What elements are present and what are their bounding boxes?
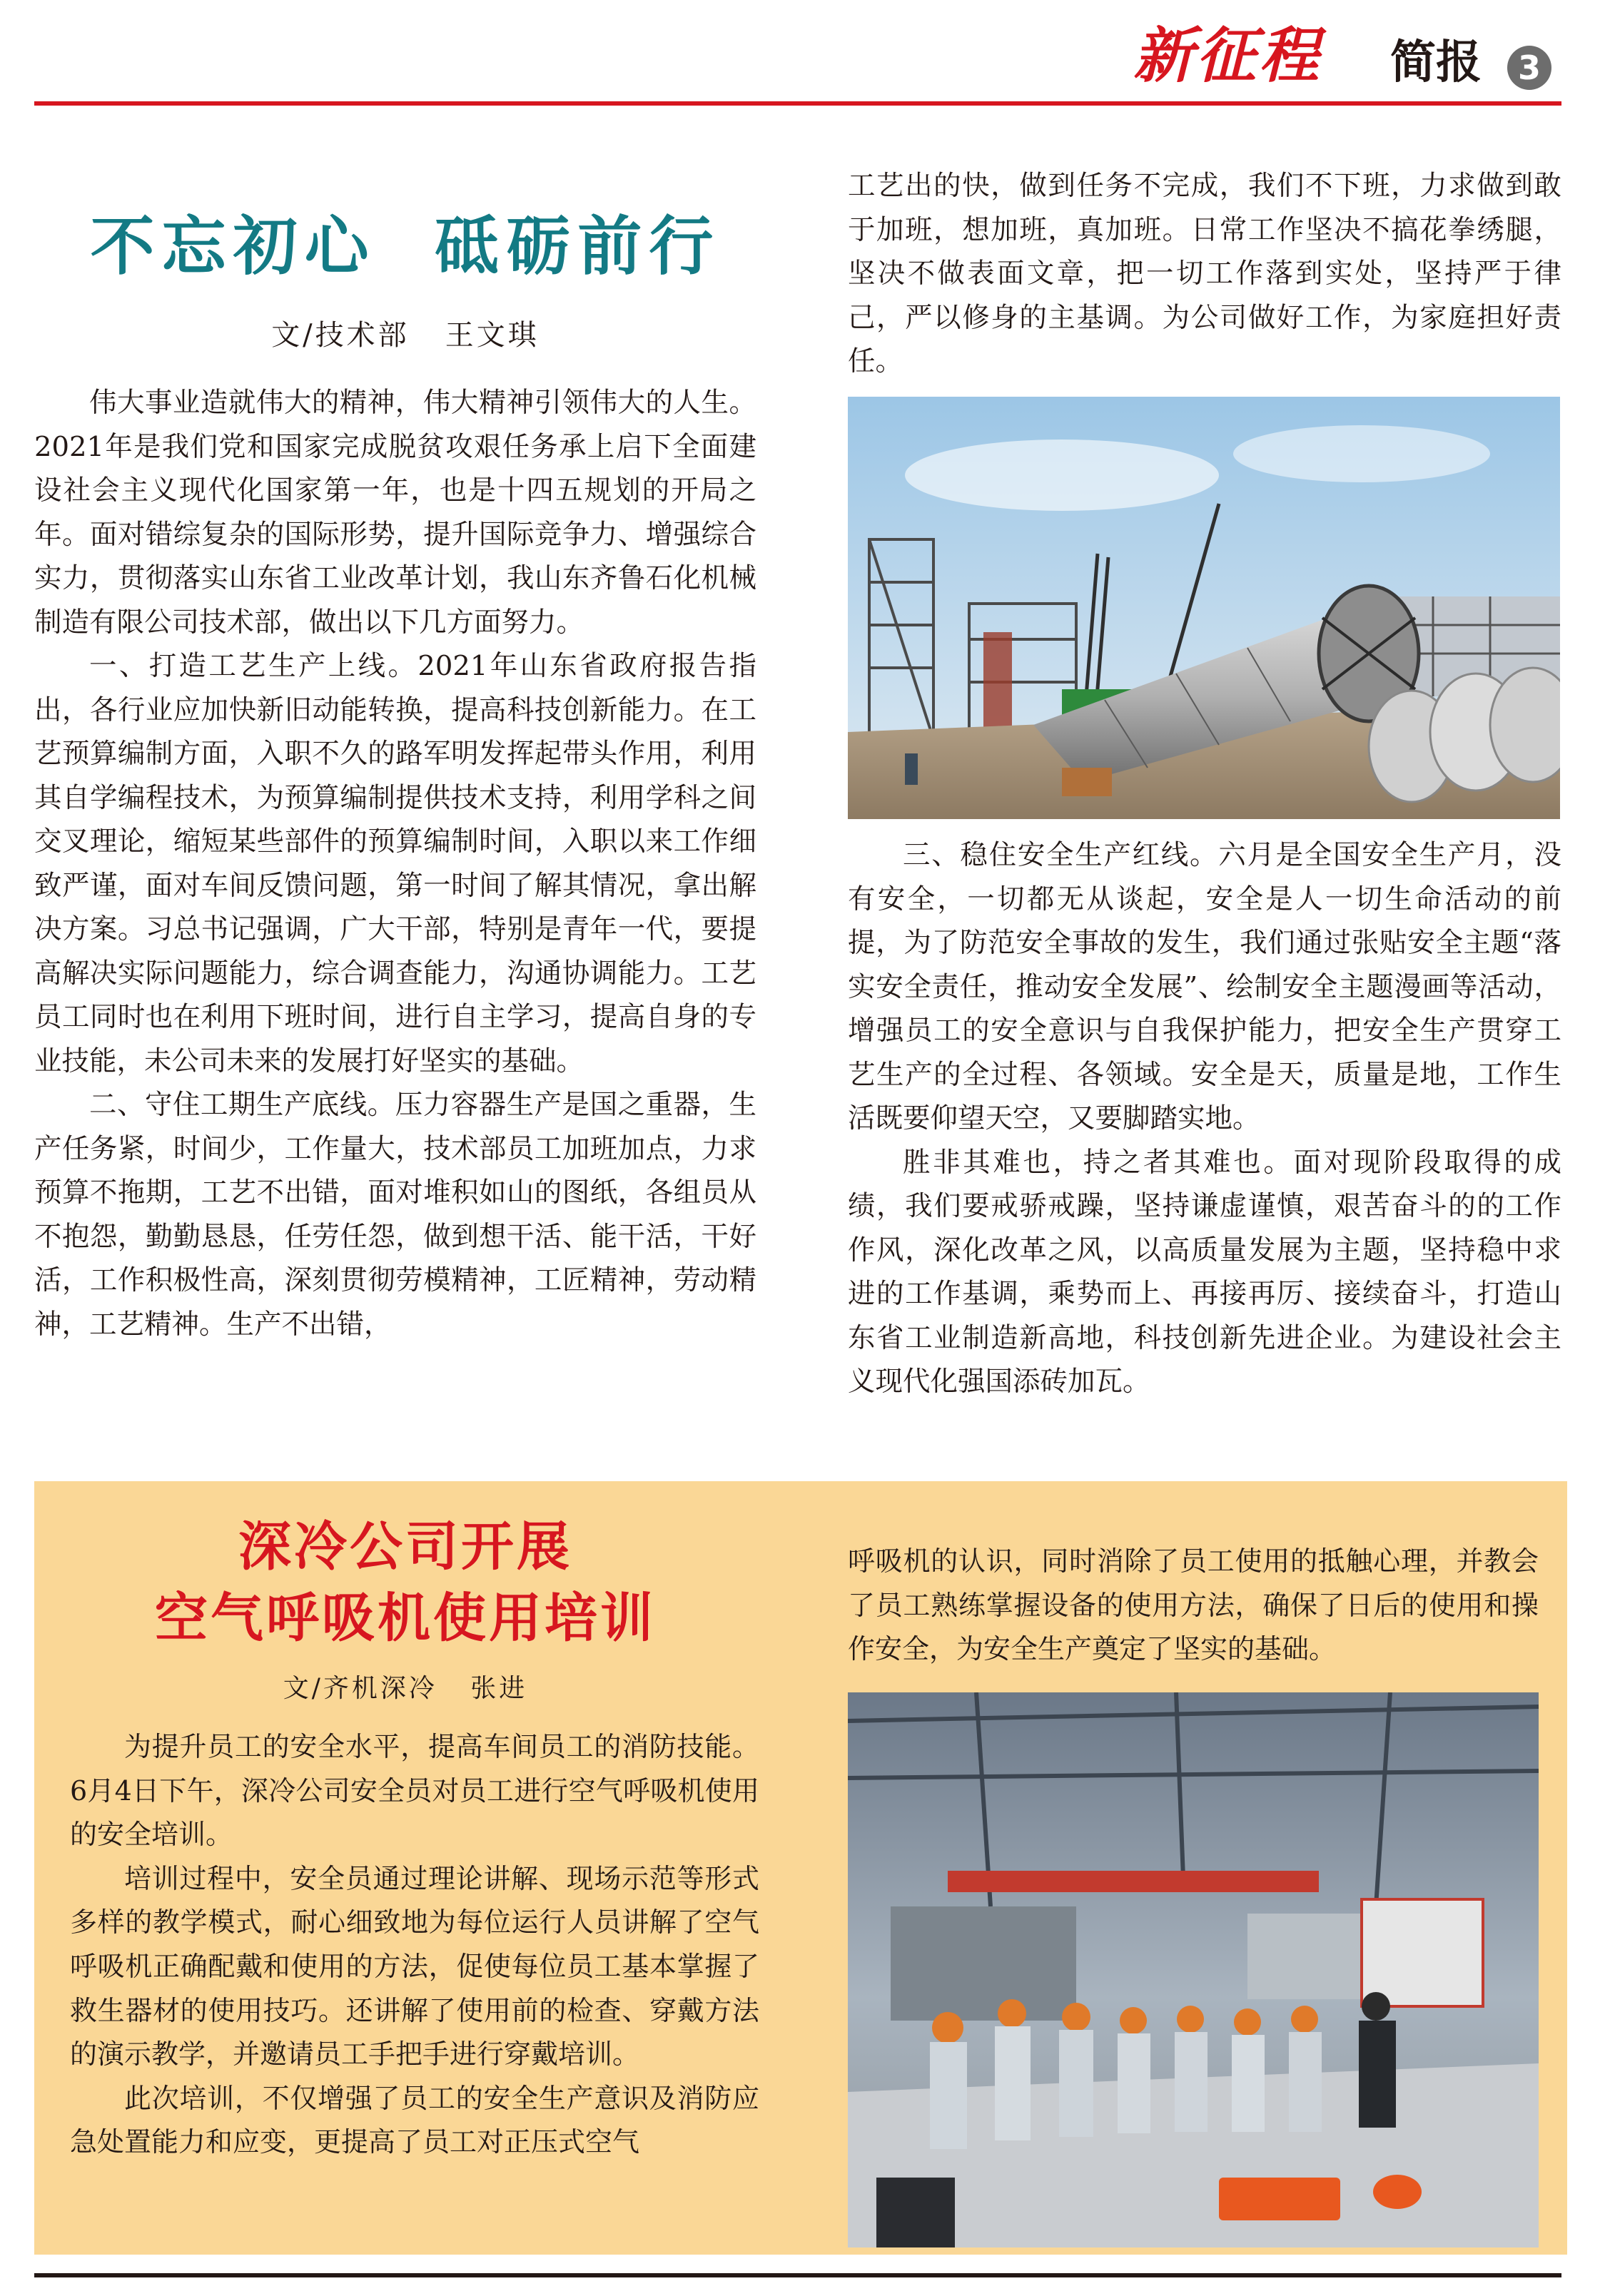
article1-paragraph-continued: 工艺出的快，做到任务不完成，我们不下班，力求做到敢于加班，想加班，真加班。日常工作坚决不搞花拳绣腿，坚决不做表面文章，把一切工作落到实处，坚持严于律己，严以修身的主基调。为公司做好工作，为家庭担好责任。 [848, 170, 1561, 377]
masthead-logo: 新征程 [1133, 20, 1322, 91]
article1-paragraph: 伟大事业造就伟大的精神，伟大精神引领伟大的人生。2021年是我们党和国家完成脱贫攻艰任务承上启下全面建设社会主义现代化国家第一年，也是十四五规划的开局之年。面对错综复杂的国际形势，提升国际竞争力、增强综合实力，贯彻落实山东省工业改革计划，我山东齐鲁石化机械制造有限公司技术部，做出以下几方面努力。 [34, 387, 756, 639]
article1-byline: 文/技术部 王文琪 [271, 319, 540, 352]
article2-byline: 文/齐机深冷 张进 [283, 1674, 528, 1703]
article1-title: 不忘初心 砥砺前行 [90, 209, 721, 284]
article2-left-column [70, 1725, 759, 2165]
masthead-label: 简报 [1390, 36, 1482, 89]
page-number-badge: 3 [1507, 46, 1551, 90]
article2-right-column [848, 1540, 1539, 1672]
training-photo [848, 1692, 1539, 2247]
article1-paragraph: 胜非其难也，持之者其难也。面对现阶段取得的成绩，我们要戒骄戒躁，坚持谦虚谨慎，艰苦奋斗的的工作作风，深化改革之风，以高质量发展为主题，坚持稳中求进的工作基调，乘势而上、再接再厉、接续奋斗，打造山东省工业制造新高地，科技创新先进企业。为建设社会主义现代化强国添砖加瓦。 [848, 1146, 1561, 1398]
article1-right-column-bottom [848, 833, 1561, 1404]
article2-title [34, 1511, 776, 1654]
article2-title-line: 深冷公司开展 [238, 1516, 572, 1578]
article1-paragraph: 二、守住工期生产底线。压力容器生产是国之重器，生产任务紧，时间少，工作量大，技术部员工加班加点，力求预算不拖期，工艺不出错，面对堆积如山的图纸，各组员从不抱怨，勤勤恳恳，任劳任怨，做到想干活、能干活，干好活，工作积极性高，深刻贯彻劳模精神，工匠精神，劳动精神，工艺精神。生产不出错， [34, 1089, 756, 1341]
article2-paragraph: 此次培训，不仅增强了员工的安全生产意识及消防应急处置能力和应变，更提高了员工对正压式空气 [70, 2082, 759, 2158]
article1-left-column [34, 381, 756, 1346]
article1-right-column-top [848, 164, 1561, 384]
article2-paragraph-continued: 呼吸机的认识，同时消除了员工使用的抵触心理，并教会了员工熟练掌握设备的使用方法，确保了日后的使用和操作安全，为安全生产奠定了坚实的基础。 [848, 1545, 1539, 1665]
article2-paragraph: 为提升员工的安全水平，提高车间员工的消防技能。6月4日下午，深冷公司安全员对员工进行空气呼吸机使用的安全培训。 [70, 1731, 759, 1851]
footer-rule [34, 2273, 1561, 2277]
article2-paragraph: 培训过程中，安全员通过理论讲解、现场示范等形式多样的教学模式，耐心细致地为每位运行人员讲解了空气呼吸机正确配戴和使用的方法，促使每位员工基本掌握了救生器材的使用技巧。还讲解了使用前的检查、穿戴方法的演示教学，并邀请员工手把手进行穿戴培训。 [70, 1862, 759, 2071]
article1-paragraph: 三、稳住安全生产红线。六月是全国安全生产月，没有安全，一切都无从谈起，安全是人一切生命活动的前提，为了防范安全事故的发生，我们通过张贴安全主题“落实安全责任，推动安全发展”、绘制安全主题漫画等活动，增强员工的安全意识与自我保护能力，把安全生产贯穿工艺生产的全过程、各领域。安全是天，质量是地，工作生活既要仰望天空，又要脚踏实地。 [848, 839, 1561, 1134]
construction-site-photo [848, 397, 1560, 819]
header-rule [34, 101, 1561, 106]
article2-title-line: 空气呼吸机使用培训 [155, 1588, 656, 1649]
article1-paragraph: 一、打造工艺生产上线。2021年山东省政府报告指出，各行业应加快新旧动能转换，提高科技创新能力。在工艺预算编制方面，入职不久的路军明发挥起带头作用，利用其自学编程技术，为预算编制提供技术支持，利用学科之间交叉理论，缩短某些部件的预算编制时间，入职以来工作细致严谨，面对车间反馈问题，第一时间了解其情况，拿出解决方案。习总书记强调，广大干部，特别是青年一代，要提高解决实际问题能力，综合调查能力，沟通协调能力。工艺员工同时也在利用下班时间，进行自主学习，提高自身的专业技能，未公司未来的发展打好坚实的基础。 [34, 650, 756, 1077]
